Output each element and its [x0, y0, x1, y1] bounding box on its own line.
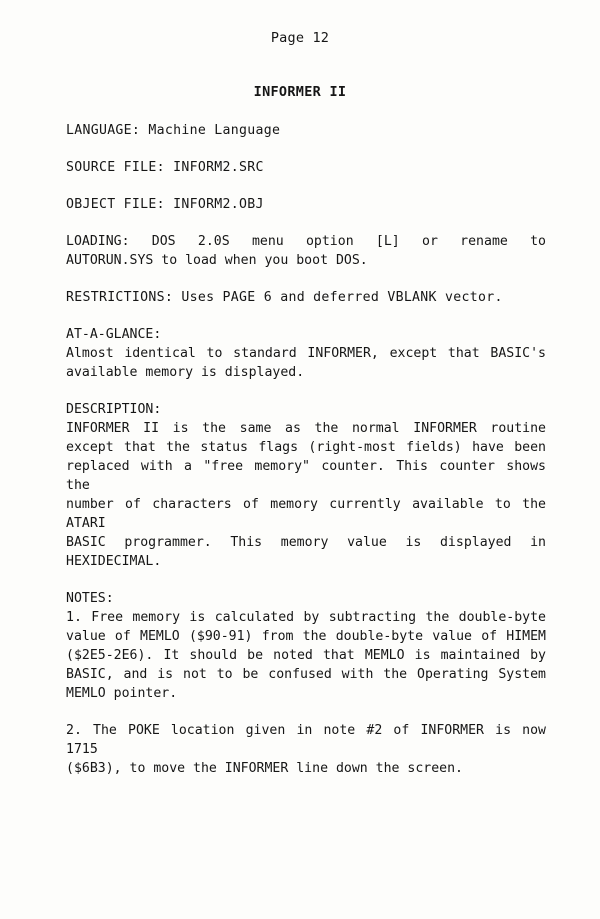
- notes-section: [66, 589, 546, 703]
- object-file-line: [66, 195, 546, 214]
- note-2-line: 2. The POKE location given in note #2 of INFORMER is now 1715: [66, 723, 546, 757]
- source-file-line: [66, 158, 546, 177]
- description-heading: DESCRIPTION:: [66, 402, 162, 417]
- source-file-text: SOURCE FILE: INFORM2.SRC: [66, 160, 264, 175]
- note-2-line: ($6B3), to move the INFORMER line down the screen.: [66, 761, 463, 776]
- description-line: HEXIDECIMAL.: [66, 554, 162, 569]
- description-line: except that the status flags (right-most fields) have been: [66, 440, 546, 455]
- note-1-line: 1. Free memory is calculated by subtracting the double-byte: [66, 610, 546, 625]
- loading-line-2: AUTORUN.SYS to load when you boot DOS.: [66, 253, 368, 268]
- description-section: [66, 400, 546, 571]
- restrictions-line: [66, 288, 546, 307]
- note-1-line: value of MEMLO ($90-91) from the double-byte value of HIMEM: [66, 629, 546, 644]
- page-number: Page 12: [270, 30, 330, 46]
- description-line: replaced with a "free memory" counter. This counter shows the: [66, 459, 546, 493]
- document-body: [66, 121, 546, 796]
- at-a-glance-line-1: Almost identical to standard INFORMER, except that BASIC's: [66, 346, 546, 361]
- note-1-line: BASIC, and is not to be confused with the Operating System: [66, 667, 546, 682]
- document-title: INFORMER II: [253, 84, 347, 100]
- object-file-text: OBJECT FILE: INFORM2.OBJ: [66, 197, 264, 212]
- loading-paragraph: [66, 232, 546, 270]
- notes-heading: NOTES:: [66, 591, 114, 606]
- at-a-glance-line-2: available memory is displayed.: [66, 365, 305, 380]
- language-text: LANGUAGE: Machine Language: [66, 123, 281, 138]
- loading-line-1: LOADING: DOS 2.0S menu option [L] or rename to: [66, 234, 546, 249]
- description-line: BASIC programmer. This memory value is displayed in: [66, 535, 546, 550]
- restrictions-text: RESTRICTIONS: Uses PAGE 6 and deferred VBLANK vector.: [66, 290, 503, 305]
- description-line: INFORMER II is the same as the normal INFORMER routine: [66, 421, 546, 436]
- language-line: [66, 121, 546, 140]
- note-1-line: MEMLO pointer.: [66, 686, 178, 701]
- at-a-glance-heading: AT-A-GLANCE:: [66, 327, 162, 342]
- at-a-glance-section: [66, 325, 546, 382]
- description-line: number of characters of memory currently available to the ATARI: [66, 497, 546, 531]
- note-1-line: ($2E5-2E6). It should be noted that MEMLO is maintained by: [66, 648, 546, 663]
- note-2-paragraph: [66, 721, 546, 778]
